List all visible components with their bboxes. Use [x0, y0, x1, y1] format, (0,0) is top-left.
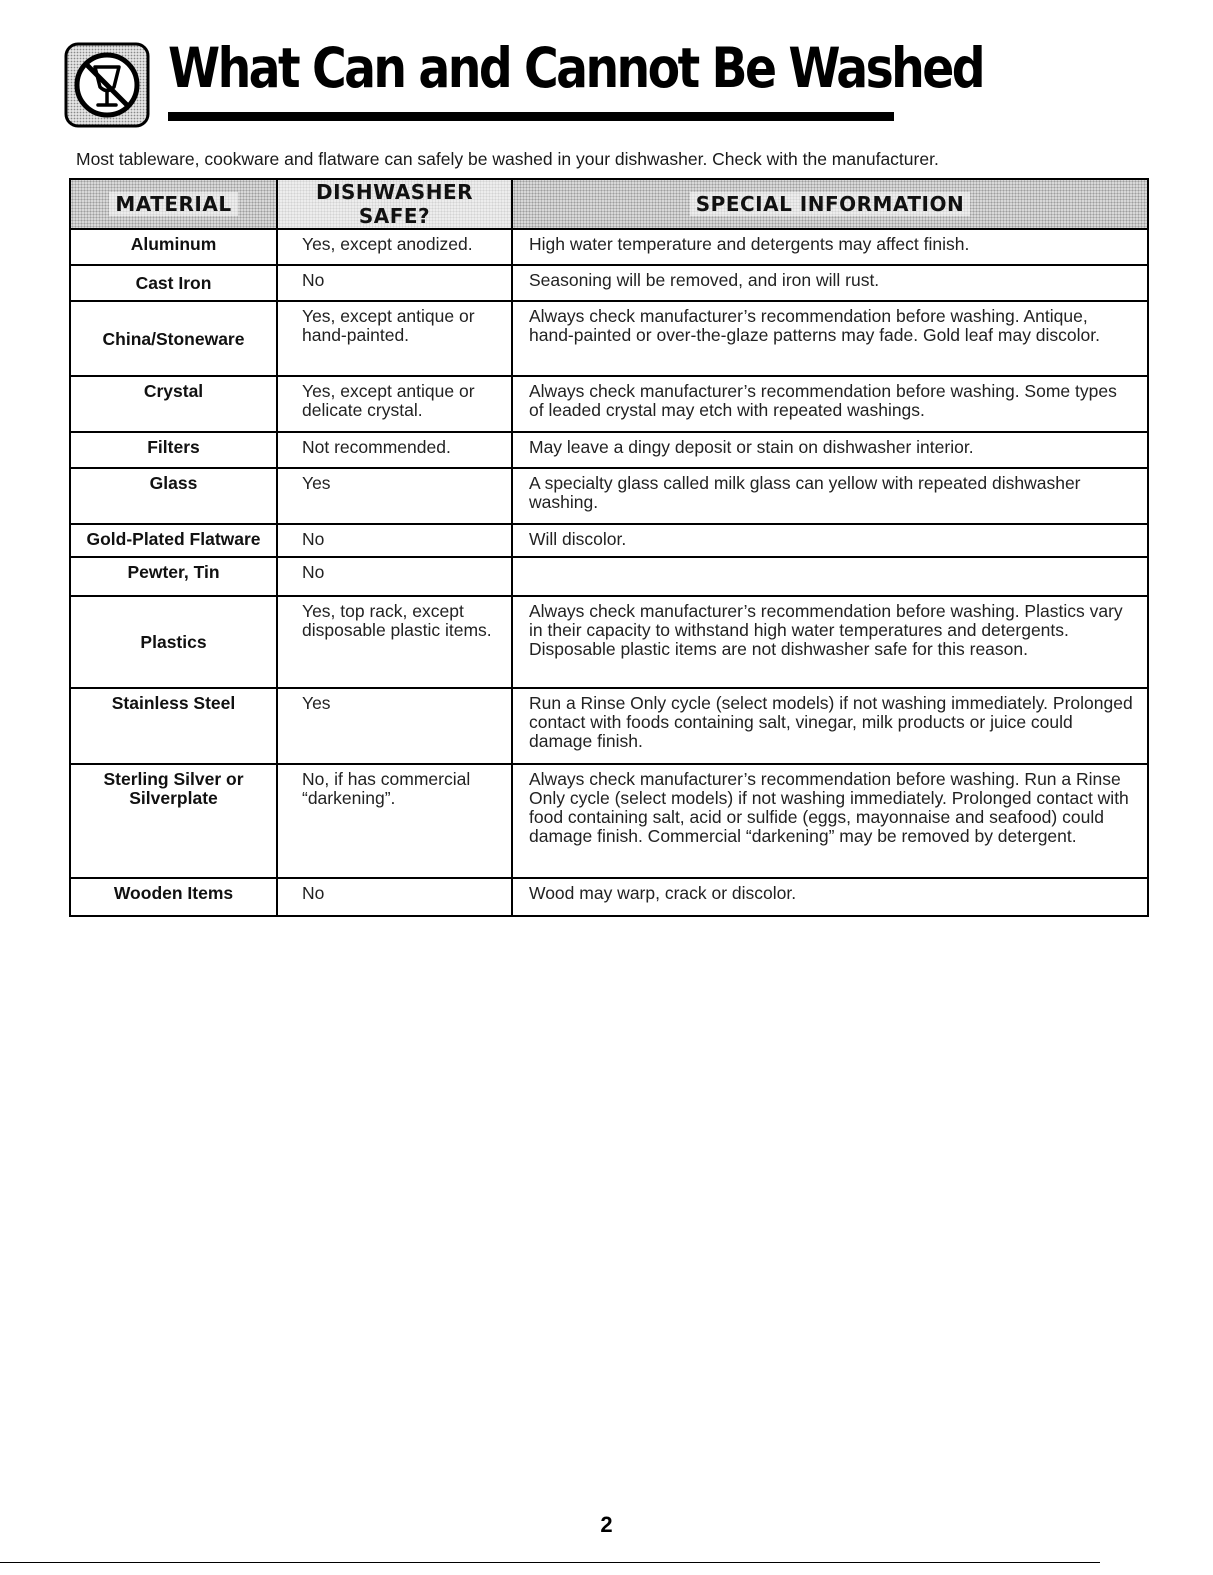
dishwasher-safe-cell: Yes	[277, 468, 512, 524]
special-info-cell: A specialty glass called milk glass can yellow with repeated dishwasher washing.	[512, 468, 1148, 524]
dishwasher-safe-cell: No, if has commercial “darkening”.	[277, 764, 512, 878]
special-info-cell: Will discolor.	[512, 524, 1148, 557]
dishwasher-safe-cell: Yes, except anodized.	[277, 229, 512, 265]
table-row	[70, 229, 1148, 265]
special-info-cell: Wood may warp, crack or discolor.	[512, 878, 1148, 916]
material-cell: Cast Iron	[70, 265, 277, 301]
special-info-cell: Always check manufacturer’s recommendation before washing. Plastics vary in their capacity to withstand high water temperatures and detergents. Disposable plastic items are not dishwasher safe for this reason.	[512, 596, 1148, 688]
material-cell: Plastics	[70, 596, 277, 688]
title-underline	[168, 112, 894, 121]
dishwasher-safe-cell: Not recommended.	[277, 432, 512, 468]
dishwasher-safe-cell: No	[277, 557, 512, 596]
dishwasher-safe-cell: Yes, except antique or delicate crystal.	[277, 376, 512, 432]
material-cell: Gold-Plated Flatware	[70, 524, 277, 557]
material-cell: Stainless Steel	[70, 688, 277, 764]
header-dishwasher-safe: DISHWASHER SAFE?	[277, 179, 512, 229]
material-cell: Filters	[70, 432, 277, 468]
no-glass-icon	[64, 42, 150, 128]
dishwasher-safe-cell: Yes, except antique or hand-painted.	[277, 301, 512, 376]
materials-table	[69, 178, 1149, 917]
table-row	[70, 468, 1148, 524]
header-material: MATERIAL	[70, 179, 277, 229]
dishwasher-safe-cell: No	[277, 265, 512, 301]
special-info-cell	[512, 557, 1148, 596]
special-info-cell: Always check manufacturer’s recommendation before washing. Run a Rinse Only cycle (select models) if not washing immediately. Prolonged contact with food containing salt, acid or sulfide (eggs, mayonnaise and seafood) could damage finish. Commercial “darkening” may be removed by detergent.	[512, 764, 1148, 878]
table-row	[70, 764, 1148, 878]
header-special-information: SPECIAL INFORMATION	[512, 179, 1148, 229]
special-info-cell: Run a Rinse Only cycle (select models) if not washing immediately. Prolonged contact with foods containing salt, vinegar, milk products or juice could damage finish.	[512, 688, 1148, 764]
page-header	[64, 30, 984, 130]
special-info-cell: Always check manufacturer’s recommendation before washing. Antique, hand-painted or over-the-glaze patterns may fade. Gold leaf may discolor.	[512, 301, 1148, 376]
footer-rule	[0, 1562, 1100, 1563]
table-row	[70, 301, 1148, 376]
table-row	[70, 596, 1148, 688]
table-header-row	[70, 179, 1148, 229]
material-cell: Sterling Silver or Silverplate	[70, 764, 277, 878]
dishwasher-safe-cell: Yes, top rack, except disposable plastic items.	[277, 596, 512, 688]
material-cell: China/Stoneware	[70, 301, 277, 376]
material-cell: Pewter, Tin	[70, 557, 277, 596]
material-cell: Aluminum	[70, 229, 277, 265]
table-row	[70, 688, 1148, 764]
material-cell: Crystal	[70, 376, 277, 432]
special-info-cell: High water temperature and detergents may affect finish.	[512, 229, 1148, 265]
table-row	[70, 265, 1148, 301]
page-title: What Can and Cannot Be Washed	[168, 36, 984, 100]
page-number: 2	[600, 1512, 613, 1537]
table-row	[70, 376, 1148, 432]
special-info-cell: May leave a dingy deposit or stain on dishwasher interior.	[512, 432, 1148, 468]
intro-text: Most tableware, cookware and flatware can safely be washed in your dishwasher. Check with the manufacturer.	[76, 149, 939, 169]
table-row	[70, 524, 1148, 557]
dishwasher-safe-cell: Yes	[277, 688, 512, 764]
table-row	[70, 878, 1148, 916]
material-cell: Wooden Items	[70, 878, 277, 916]
table-row	[70, 557, 1148, 596]
dishwasher-safe-cell: No	[277, 524, 512, 557]
special-info-cell: Seasoning will be removed, and iron will rust.	[512, 265, 1148, 301]
material-cell: Glass	[70, 468, 277, 524]
dishwasher-safe-cell: No	[277, 878, 512, 916]
table-row	[70, 432, 1148, 468]
special-info-cell: Always check manufacturer’s recommendation before washing. Some types of leaded crystal may etch with repeated washings.	[512, 376, 1148, 432]
